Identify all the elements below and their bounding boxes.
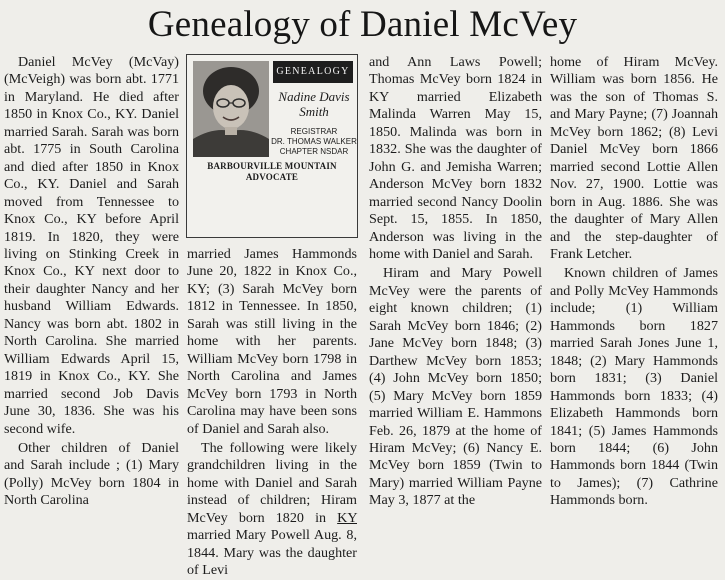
- role-line-1: REGISTRAR: [290, 127, 338, 136]
- col2-p2-text-end: married Mary Powell Aug. 8, 1844. Mary was the daughter of Levi: [187, 527, 357, 579]
- col3-paragraph-2: Hiram and Mary Powell McVey were the parents of eight known children; (1) Sarah McVey born 1846; (2) Jane McVey born 1848; (3) Darthew McVey born 1853; (4) John McVey born 1850; (5) Mary McVey born 1859 married William E. Hammons Feb. 26, 1879 at the home of Hiram McVey; (6) Nancy E. McVey born 1859 (Twin to Mary) married William Payne May 3, 1877 at the: [369, 265, 542, 509]
- column-2: [187, 246, 357, 580]
- col2-paragraph-1: married James Hammonds June 20, 1822 in Knox Co., KY; (3) Sarah McVey born 1812 in Tennessee. In 1850, Sarah was still living in the home with her parents. William McVey born 1798 in North Carolina and James McVey born 1793 in North Carolina may have been sons of Daniel and Sarah also.: [187, 246, 357, 437]
- role-line-3: CHAPTER NSDAR: [279, 147, 349, 156]
- col4-paragraph-1: home of Hiram McVey. William was born 1856. He was the son of Thomas S. and Mary Payne; (7) Joannah McVey born 1862; (8) Levi Daniel McVey born 1866 married second Lottie Allen Nov. 27, 1900. Lottie was born in Aug. 1886. She was the daughter of Mary Allen and the step-daughter of Frank Letcher.: [550, 54, 718, 262]
- genealogy-badge: GENEALOGY: [273, 61, 353, 83]
- col1-paragraph-1: Daniel McVey (McVay) (McVeigh) was born abt. 1771 in Maryland. He died after 1850 in Knox Co., KY. Daniel married Sarah. Sarah was born abt. 1775 in South Carolina and died after 1850 in Knox Co., KY. Daniel and Sarah moved from Tennessee to Knox Co., KY before April 1819. In 1820, they were living on Stinking Creek in Knox Co., KY next door to their daughter Nancy and her husband William Edwards. Nancy was born abt. 1802 in North Carolina. She married William Edwards April 15, 1819 in Knox Co., KY. She married second Job Davis June 30, 1836. She was his second wife.: [4, 54, 179, 437]
- author-portrait-icon: [193, 61, 269, 157]
- col3-paragraph-1: and Ann Laws Powell; Thomas McVey born 1824 in KY married Elizabeth Malinda Warren May 15, 1850. Malinda was born in 1832. She was the daughter of John G. and Jemisha Warren; Anderson McVey born 1832 married second Nancy Doolin Sept. 15, 1855. In 1850, Anderson was living in the home with Daniel and Sarah.: [369, 54, 542, 262]
- role-line-2: DR. THOMAS WALKER: [271, 137, 357, 146]
- col2-paragraph-2: [187, 440, 357, 580]
- column-1: [4, 54, 179, 510]
- column-3: [369, 54, 542, 510]
- author-role: [271, 127, 357, 157]
- author-name: Nadine Davis Smith: [278, 89, 350, 119]
- col2-p2-text: The following were likely grandchildren living in the home with Daniel and Sarah instead of children; Hiram McVey born 1820 in: [187, 439, 357, 526]
- author-photo: [193, 61, 269, 157]
- column-4: [550, 54, 718, 510]
- author-column-box: [186, 54, 358, 238]
- newspaper-name: BARBOURVILLE MOUNTAIN ADVOCATE: [207, 161, 337, 182]
- article-title: Genealogy of Daniel McVey: [147, 4, 578, 45]
- col2-p2-underlined: KY: [337, 509, 357, 526]
- col1-paragraph-2: Other children of Daniel and Sarah include ; (1) Mary (Polly) McVey born 1804 in North Carolina: [4, 439, 179, 509]
- col4-paragraph-2: Known children of James and Polly McVey Hammonds include; (1) William Hammonds born 1827 married Sarah Jones June 1, 1848; (2) Mary Hammonds born 1831; (3) Daniel Hammonds born 1833; (4) Elizabeth Hammonds born 1841; (5) James Hammonds born 1844; (6) John Hammonds born 1844 (Twin to James); (7) Cathrine Hammonds born.: [550, 265, 718, 509]
